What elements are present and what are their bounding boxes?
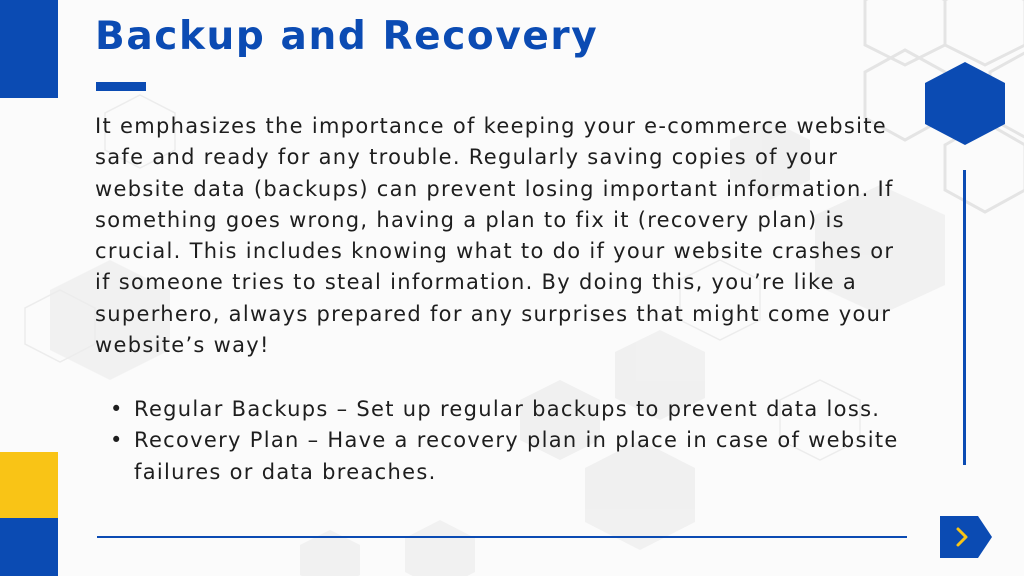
left-accent-bar-bottom bbox=[0, 518, 58, 576]
right-divider-line bbox=[963, 170, 966, 465]
slide-title: Backup and Recovery bbox=[95, 14, 599, 59]
next-slide-button[interactable] bbox=[940, 516, 992, 558]
left-accent-bar-yellow bbox=[0, 452, 58, 518]
bullet-dot: • bbox=[110, 397, 124, 421]
bullet-dot: • bbox=[110, 428, 124, 453]
list-item bbox=[110, 394, 900, 425]
bullet-text: Regular Backups – Set up regular backups to prevent data loss. bbox=[134, 397, 881, 421]
left-accent-bar-top bbox=[0, 0, 58, 98]
bottom-divider-line bbox=[97, 536, 907, 538]
decorative-hexagon-icon bbox=[925, 62, 1005, 145]
chevron-right-icon bbox=[940, 516, 992, 558]
list-item bbox=[110, 425, 900, 488]
body-paragraph: It emphasizes the importance of keeping your e-commerce website safe and ready for any trouble. Regularly saving copies of your website data (backups) can prevent losing important information. If something goes wrong, having a plan to fix it (recovery plan) is crucial. This includes knowing what to do if your website crashes or if someone tries to steal information. By doing this, you’re like a superhero, always prepared for any surprises that might come your website’s way! bbox=[95, 114, 895, 358]
title-underline bbox=[96, 82, 146, 91]
bullet-list bbox=[110, 394, 900, 488]
bullet-text: Recovery Plan – Have a recovery plan in place in case of website failures or data breaches. bbox=[134, 428, 899, 484]
